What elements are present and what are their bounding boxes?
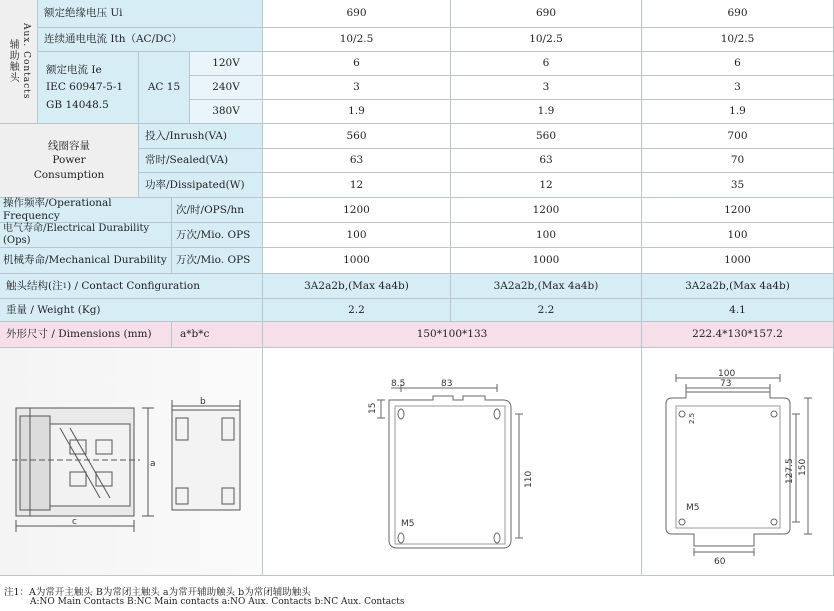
dim-60-label: 60: [714, 557, 726, 567]
dim-15-label: 15: [368, 402, 378, 414]
coil-label: [0, 124, 139, 198]
coil-label-3: Consumption: [33, 168, 105, 181]
ith-value-2: 10/2.5: [451, 28, 642, 52]
elec-label: 电气寿命/Electrical Durability (Ops): [0, 223, 172, 248]
freq-label: 操作频率/Operational Frequency: [0, 198, 172, 223]
dim-a-label: a: [150, 459, 156, 469]
v240-value-2: 3: [451, 76, 642, 100]
ie-category: AC 15: [139, 52, 190, 124]
dims-value-2: 222.4*130*157.2: [642, 322, 834, 348]
elec-unit: 万次/Mio. OPS: [172, 223, 263, 248]
contact-value-3: 3A2a2b,(Max 4a4b): [642, 274, 834, 299]
dim-83-label: 83: [441, 379, 453, 389]
ui-value-2: 690: [451, 0, 642, 28]
dissipated-value-1: 12: [263, 173, 451, 198]
sealed-value-3: 70: [642, 149, 834, 173]
inrush-label: 投入/Inrush(VA): [139, 124, 263, 149]
inrush-value-2: 560: [451, 124, 642, 149]
coil-label-1: 线圈容量: [48, 139, 90, 152]
v120-value-1: 6: [263, 52, 451, 76]
ui-value-3: 690: [642, 0, 834, 28]
mech-unit: 万次/Mio. OPS: [172, 248, 263, 274]
freq-value-1: 1200: [263, 198, 451, 223]
sealed-label: 常时/Sealed(VA): [139, 149, 263, 173]
v120-label: 120V: [190, 52, 263, 76]
elec-value-2: 100: [451, 223, 642, 248]
v240-value-1: 3: [263, 76, 451, 100]
mech-value-2: 1000: [451, 248, 642, 274]
freq-unit: 次/时/OPS/hn: [172, 198, 263, 223]
note-line-1: 注1：A为常开主触头 B为常闭主触头 a为常开辅助触头 b为常闭辅助触头: [4, 587, 311, 598]
ie-label-3: GB 14048.5: [46, 98, 109, 111]
dim-b-label: b: [200, 397, 206, 407]
mech-value-3: 1000: [642, 248, 834, 274]
aux-contacts-label: [0, 0, 38, 124]
dim-8-5-label: 8.5: [391, 379, 406, 389]
v120-value-3: 6: [642, 52, 834, 76]
dissipated-value-2: 12: [451, 173, 642, 198]
inrush-value-3: 700: [642, 124, 834, 149]
coil-label-2: Power: [52, 154, 86, 167]
v380-value-1: 1.9: [263, 100, 451, 124]
ie-label: [38, 52, 139, 124]
weight-value-2: 2.2: [451, 299, 642, 322]
drawing-cell-1: [0, 348, 263, 576]
v380-value-3: 1.9: [642, 100, 834, 124]
dim-150-label: 150: [798, 458, 808, 476]
elec-value-1: 100: [263, 223, 451, 248]
dim-73-label: 73: [720, 379, 732, 389]
aux-label-en: Aux. Contacts: [20, 23, 31, 100]
ith-label: 连续通电电流 Ith（AC/DC）: [38, 28, 263, 52]
ui-label: 额定绝缘电压 Ui: [38, 0, 263, 28]
contact-label-sup: 1: [62, 281, 68, 290]
dissipated-label: 功率/Dissipated(W): [139, 173, 263, 198]
ui-value-1: 690: [263, 0, 451, 28]
dim-c-label: c: [72, 517, 77, 527]
weight-label: 重量 / Weight (Kg): [0, 299, 263, 322]
dims-value-1: 150*100*133: [263, 322, 642, 348]
dim-127-5-label: 127.5: [785, 458, 795, 484]
dissipated-value-3: 35: [642, 173, 834, 198]
drawing-cell-3: [642, 348, 834, 576]
contact-label-post: ) / Contact Configuration: [67, 279, 200, 292]
ie-label-1: 额定电流 Ie: [46, 63, 102, 76]
dims-unit: a*b*c: [172, 322, 263, 348]
v380-label: 380V: [190, 100, 263, 124]
freq-value-3: 1200: [642, 198, 834, 223]
v380-value-2: 1.9: [451, 100, 642, 124]
dim-m5-label-1: M5: [401, 519, 415, 529]
mech-value-1: 1000: [263, 248, 451, 274]
dim-100-label: 100: [718, 369, 736, 379]
inrush-value-1: 560: [263, 124, 451, 149]
v240-value-3: 3: [642, 76, 834, 100]
mounting-plate-drawing-2: [642, 348, 833, 575]
dim-m5-label-2: M5: [686, 503, 700, 513]
drawing-cell-2: [263, 348, 642, 576]
ith-value-3: 10/2.5: [642, 28, 834, 52]
sealed-value-2: 63: [451, 149, 642, 173]
ith-value-1: 10/2.5: [263, 28, 451, 52]
dims-label: 外形尺寸 / Dimensions (mm): [0, 322, 172, 348]
aux-label-cn: 辅助触头: [7, 39, 19, 84]
contactor-side-front-drawing: [0, 348, 262, 575]
dim-110-label: 110: [524, 470, 534, 488]
weight-value-3: 4.1: [642, 299, 834, 322]
dim-2-5-label: 2.5: [688, 412, 696, 424]
v240-label: 240V: [190, 76, 263, 100]
v120-value-2: 6: [451, 52, 642, 76]
contact-value-2: 3A2a2b,(Max 4a4b): [451, 274, 642, 299]
note-line-2: A:NO Main Contacts B:NC Main contacts a:NO Aux. Contacts b:NC Aux. Contacts: [30, 597, 405, 607]
mech-label: 机械寿命/Mechanical Durability: [0, 248, 172, 274]
contact-label-pre: 触头结构(注: [6, 279, 63, 292]
contact-label: [0, 274, 263, 299]
contact-value-1: 3A2a2b,(Max 4a4b): [263, 274, 451, 299]
weight-value-1: 2.2: [263, 299, 451, 322]
elec-value-3: 100: [642, 223, 834, 248]
freq-value-2: 1200: [451, 198, 642, 223]
ie-label-2: IEC 60947-5-1: [46, 81, 124, 94]
mounting-plate-drawing-1: [263, 348, 641, 575]
sealed-value-1: 63: [263, 149, 451, 173]
